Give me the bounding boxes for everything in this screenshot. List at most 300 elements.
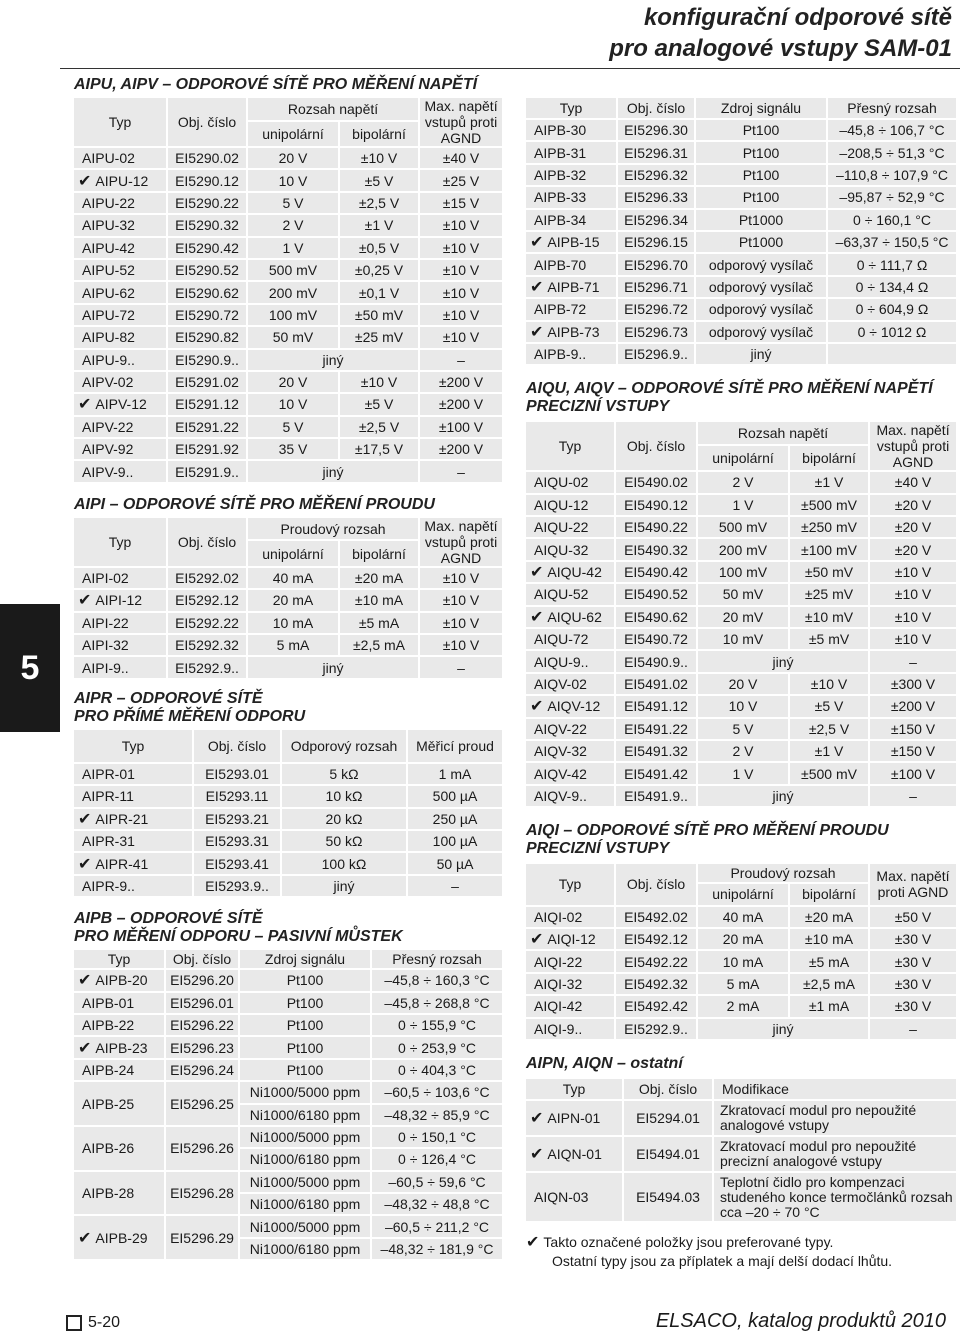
header-cell: Max. napětí vstupů proti AGND xyxy=(420,518,504,568)
table-cell: Pt100 xyxy=(696,187,828,209)
type-cell: AIQU-22 xyxy=(526,517,616,539)
table-cell: ±2,5 V xyxy=(790,719,870,741)
table-cell: Pt1000 xyxy=(696,232,828,254)
header-cell: Přesný rozsah xyxy=(372,950,504,970)
table-cell: ±2,5 mA xyxy=(790,974,870,996)
header-cell: bipolární xyxy=(340,122,420,148)
table-cell: jiný xyxy=(248,461,420,483)
table-cell: ±500 mV xyxy=(790,763,870,785)
table-cell: ±10 V xyxy=(420,215,504,237)
table-row xyxy=(526,719,958,741)
table-row xyxy=(74,439,504,461)
table-row xyxy=(526,629,958,651)
table-row xyxy=(74,568,504,590)
table-row xyxy=(526,1173,958,1223)
table-cell: Ni1000/5000 ppm xyxy=(240,1172,372,1194)
table-cell: EI5492.02 xyxy=(616,907,698,929)
table-cell: EI5296.20 xyxy=(166,970,240,992)
header-cell: Obj. číslo xyxy=(624,1079,714,1101)
table-row xyxy=(74,417,504,439)
check-icon xyxy=(78,811,95,827)
table-row xyxy=(526,651,958,673)
type-cell: AIPR-11 xyxy=(74,786,194,808)
type-cell: AIQU-52 xyxy=(526,584,616,606)
check-icon xyxy=(530,698,547,714)
table-cell: ±25 V xyxy=(420,170,504,192)
table-cell: EI5296.23 xyxy=(166,1037,240,1059)
table-cell: – xyxy=(420,350,504,372)
table-cell: Pt1000 xyxy=(696,210,828,232)
table-cell: 20 V xyxy=(248,148,340,170)
table-cell: ±30 V xyxy=(870,996,958,1018)
table-cell: EI5296.32 xyxy=(618,165,696,187)
type-cell: AIPU-42 xyxy=(74,238,168,260)
table-cell: jiný xyxy=(696,344,828,366)
header-cell: Obj. číslo xyxy=(168,98,248,148)
table-row xyxy=(74,657,504,679)
table-cell: EI5491.9.. xyxy=(616,786,698,808)
header-cell: unipolární xyxy=(698,446,790,472)
table-cell: ±2,5 V xyxy=(340,193,420,215)
table-cell: EI5490.72 xyxy=(616,629,698,651)
aiqi-heading: AIQI – ODPOROVÉ SÍTĚ PRO MĚŘENÍ PROUDU PRECIZNÍ VSTUPY xyxy=(526,822,889,858)
header-cell: Rozsah napětí xyxy=(248,98,420,122)
type-cell: AIPU-22 xyxy=(74,193,168,215)
type-cell: AIPB-72 xyxy=(526,299,618,321)
table-cell: – xyxy=(420,657,504,679)
table-cell: ±40 V xyxy=(420,148,504,170)
table-cell: EI5296.01 xyxy=(166,993,240,1015)
table-cell: 50 mV xyxy=(248,327,340,349)
type-cell: ✔ AIPR-21 xyxy=(74,809,194,831)
table-cell: EI5291.22 xyxy=(168,417,248,439)
header-cell: Zdroj signálu xyxy=(240,950,372,970)
table-cell: jiný xyxy=(248,350,420,372)
check-icon xyxy=(526,1234,543,1250)
type-cell: ✔ AIPB-71 xyxy=(526,277,618,299)
table-cell: EI5494.03 xyxy=(624,1173,714,1223)
table-cell: EI5491.42 xyxy=(616,763,698,785)
table-row xyxy=(74,809,504,831)
table-cell: ±20 mA xyxy=(340,568,420,590)
table-row xyxy=(526,539,958,561)
table-cell: ±10 mA xyxy=(340,590,420,612)
type-cell: AIPB-22 xyxy=(74,1015,166,1037)
table-cell: ±0,25 V xyxy=(340,260,420,282)
type-cell: AIQU-12 xyxy=(526,495,616,517)
table-cell: 20 mA xyxy=(698,929,790,951)
table-cell: EI5296.31 xyxy=(618,142,696,164)
table-row xyxy=(526,232,958,254)
table-cell: ±10 V xyxy=(870,584,958,606)
table-cell: 2 V xyxy=(698,741,790,763)
table-row xyxy=(526,1019,958,1041)
table-cell: EI5296.24 xyxy=(166,1060,240,1082)
check-icon xyxy=(78,1040,95,1056)
table-row xyxy=(74,1060,504,1082)
table-cell: 50 µA xyxy=(408,853,504,875)
table-cell: EI5491.32 xyxy=(616,741,698,763)
table-cell: ±2,5 mA xyxy=(340,635,420,657)
table-row xyxy=(74,461,504,483)
table-cell: ±40 V xyxy=(870,472,958,494)
header-row xyxy=(74,518,504,542)
check-icon xyxy=(530,1110,547,1126)
table-cell: 10 mA xyxy=(698,951,790,973)
header-cell: unipolární xyxy=(698,884,790,906)
table-row xyxy=(526,1101,958,1137)
table-row xyxy=(526,187,958,209)
table-cell: EI5293.11 xyxy=(194,786,282,808)
table-cell: ±100 V xyxy=(870,763,958,785)
table-cell: jiný xyxy=(698,1019,870,1041)
header-cell: Typ xyxy=(526,422,616,472)
type-cell: AIPI-32 xyxy=(74,635,168,657)
table-cell: 0 ÷ 126,4 °C xyxy=(372,1149,504,1171)
table-cell: Ni1000/5000 ppm xyxy=(240,1127,372,1149)
table-row xyxy=(526,120,958,142)
table-cell: EI5491.02 xyxy=(616,674,698,696)
table-cell: Pt100 xyxy=(240,993,372,1015)
type-cell: AIPU-02 xyxy=(74,148,168,170)
table-cell: ±10 V xyxy=(420,568,504,590)
table-cell: ±25 mV xyxy=(340,327,420,349)
table-cell: EI5290.22 xyxy=(168,193,248,215)
table-cell: jiný xyxy=(282,876,408,898)
table-cell: EI5291.12 xyxy=(168,394,248,416)
table-cell: 100 kΩ xyxy=(282,853,408,875)
aiqu-table xyxy=(526,422,958,808)
table-cell: 5 mA xyxy=(698,974,790,996)
table-cell: ±10 V xyxy=(870,607,958,629)
table-cell: –45,8 ÷ 160,3 °C xyxy=(372,970,504,992)
table-cell: EI5290.32 xyxy=(168,215,248,237)
table-cell: ±10 V xyxy=(870,629,958,651)
check-icon xyxy=(78,396,95,412)
table-cell: ±17,5 V xyxy=(340,439,420,461)
table-cell: EI5490.02 xyxy=(616,472,698,494)
type-cell: AIPB-34 xyxy=(526,210,618,232)
table-row xyxy=(526,607,958,629)
table-row xyxy=(74,1015,504,1037)
table-row xyxy=(74,394,504,416)
header-row xyxy=(526,98,958,120)
table-cell: ±1 V xyxy=(340,215,420,237)
table-cell: –45,8 ÷ 106,7 °C xyxy=(828,120,958,142)
table-cell: 250 µA xyxy=(408,809,504,831)
table-cell: ±5 V xyxy=(340,170,420,192)
table-cell: ±10 mA xyxy=(790,929,870,951)
table-cell: 20 mV xyxy=(698,607,790,629)
type-cell: AIPU-72 xyxy=(74,305,168,327)
table-row xyxy=(526,322,958,344)
table-row xyxy=(74,372,504,394)
type-cell: AIPV-9.. xyxy=(74,461,168,483)
table-cell: EI5290.52 xyxy=(168,260,248,282)
table-cell: EI5290.9.. xyxy=(168,350,248,372)
check-icon xyxy=(78,173,95,189)
table-cell: 5 V xyxy=(248,417,340,439)
table-cell: 40 mA xyxy=(698,907,790,929)
type-cell: AIPB-24 xyxy=(74,1060,166,1082)
type-cell: ✔ AIPN-01 xyxy=(526,1101,624,1137)
table-cell: 20 V xyxy=(698,674,790,696)
table-cell: 20 mA xyxy=(248,590,340,612)
table-cell: 1 V xyxy=(698,763,790,785)
check-icon xyxy=(530,609,547,625)
table-cell: ±50 mV xyxy=(790,562,870,584)
table-cell: ±50 V xyxy=(870,907,958,929)
header-cell: Typ xyxy=(526,864,616,906)
table-row xyxy=(526,495,958,517)
table-cell: ±10 V xyxy=(790,674,870,696)
table-cell: 0 ÷ 604,9 Ω xyxy=(828,299,958,321)
table-cell: ±5 V xyxy=(340,394,420,416)
table-cell: 200 mV xyxy=(248,282,340,304)
footer-brand: ELSACO, katalog produktů 2010 xyxy=(655,1310,946,1332)
table-cell: 10 mV xyxy=(698,629,790,651)
type-cell: AIPR-31 xyxy=(74,831,194,853)
type-cell: AIQI-22 xyxy=(526,951,616,973)
table-cell: ±2,5 V xyxy=(340,417,420,439)
table-cell: 35 V xyxy=(248,439,340,461)
table-cell: ±100 mV xyxy=(790,539,870,561)
table-row xyxy=(74,1037,504,1059)
header-cell: Obj. číslo xyxy=(616,422,698,472)
table-cell: Ni1000/6180 ppm xyxy=(240,1239,372,1261)
table-cell: EI5290.42 xyxy=(168,238,248,260)
type-cell: AIPB-01 xyxy=(74,993,166,1015)
type-cell: AIPU-62 xyxy=(74,282,168,304)
table-row xyxy=(74,260,504,282)
type-cell: AIPU-52 xyxy=(74,260,168,282)
table-cell: ±10 V xyxy=(420,260,504,282)
table-cell: ±1 mA xyxy=(790,996,870,1018)
table-row xyxy=(526,517,958,539)
table-cell: – xyxy=(870,786,958,808)
type-cell: AIPB-25 xyxy=(74,1082,166,1127)
type-cell: AIPB-9.. xyxy=(526,344,618,366)
table-cell: EI5492.32 xyxy=(616,974,698,996)
type-cell: AIPI-02 xyxy=(74,568,168,590)
type-cell: AIPV-92 xyxy=(74,439,168,461)
table-cell: 2 V xyxy=(698,472,790,494)
footer-page: 5-20 xyxy=(66,1314,120,1332)
header-cell: bipolární xyxy=(790,446,870,472)
header-cell: Typ xyxy=(74,518,168,568)
header-cell: Přesný rozsah xyxy=(828,98,958,120)
table-cell xyxy=(828,344,958,366)
table-cell: ±1 V xyxy=(790,472,870,494)
table-cell: odporový vysílač xyxy=(696,254,828,276)
type-cell: ✔ AIPB-73 xyxy=(526,322,618,344)
title-divider xyxy=(60,68,960,69)
table-cell: EI5291.92 xyxy=(168,439,248,461)
table-row xyxy=(74,853,504,875)
table-cell: EI5290.12 xyxy=(168,170,248,192)
table-cell: Teplotní čidlo pro kompenzaci studeného konce termočlánků rozsah cca –20 ÷ 70 °C xyxy=(714,1173,958,1223)
table-row xyxy=(74,193,504,215)
table-row xyxy=(74,1127,504,1149)
table-cell: EI5290.82 xyxy=(168,327,248,349)
table-row xyxy=(526,344,958,366)
table-cell: EI5293.9.. xyxy=(194,876,282,898)
table-cell: Ni1000/5000 ppm xyxy=(240,1082,372,1104)
table-cell: EI5292.12 xyxy=(168,590,248,612)
table-row xyxy=(526,763,958,785)
type-cell: ✔ AIQV-12 xyxy=(526,696,616,718)
table-cell: 20 V xyxy=(248,372,340,394)
type-cell: AIPR-9.. xyxy=(74,876,194,898)
header-cell: Odporový rozsah xyxy=(282,730,408,764)
check-icon xyxy=(78,856,95,872)
type-cell: AIQI-9.. xyxy=(526,1019,616,1041)
table-row xyxy=(526,786,958,808)
right-column xyxy=(526,98,958,1270)
table-cell: 10 kΩ xyxy=(282,786,408,808)
table-row xyxy=(526,1137,958,1173)
table-cell: –110,8 ÷ 107,9 °C xyxy=(828,165,958,187)
table-row xyxy=(526,951,958,973)
table-cell: 1 mA xyxy=(408,764,504,786)
header-cell: bipolární xyxy=(790,884,870,906)
table-cell: EI5490.52 xyxy=(616,584,698,606)
header-cell: bipolární xyxy=(340,541,420,567)
table-cell: 0 ÷ 150,1 °C xyxy=(372,1127,504,1149)
type-cell: AIPB-28 xyxy=(74,1172,166,1217)
table-cell: Ni1000/6180 ppm xyxy=(240,1105,372,1127)
header-cell: Modifikace xyxy=(714,1079,958,1101)
table-cell: EI5490.62 xyxy=(616,607,698,629)
table-cell: EI5291.9.. xyxy=(168,461,248,483)
table-cell: odporový vysílač xyxy=(696,277,828,299)
table-cell: 10 V xyxy=(248,394,340,416)
table-row xyxy=(526,142,958,164)
table-cell: EI5291.02 xyxy=(168,372,248,394)
table-cell: –60,5 ÷ 211,2 °C xyxy=(372,1216,504,1238)
table-cell: 0 ÷ 134,4 Ω xyxy=(828,277,958,299)
aiqi-table xyxy=(526,864,958,1041)
checkbox-square-icon xyxy=(66,1315,82,1331)
table-cell: EI5296.28 xyxy=(166,1172,240,1217)
table-cell: 0 ÷ 111,7 Ω xyxy=(828,254,958,276)
table-cell: EI5292.9.. xyxy=(168,657,248,679)
table-row xyxy=(74,1172,504,1194)
header-cell: Typ xyxy=(74,730,194,764)
table-row xyxy=(74,215,504,237)
table-row xyxy=(74,613,504,635)
header-cell: Max. napětí vstupů proti AGND xyxy=(870,422,958,472)
type-cell: ✔ AIPI-12 xyxy=(74,590,168,612)
page-title: konfigurační odporové sítě pro analogové vstupy SAM-01 xyxy=(609,4,952,62)
header-cell: unipolární xyxy=(248,541,340,567)
table-cell: 5 mA xyxy=(248,635,340,657)
type-cell: AIQU-9.. xyxy=(526,651,616,673)
table-cell: 2 mA xyxy=(698,996,790,1018)
type-cell: AIPV-02 xyxy=(74,372,168,394)
table-row xyxy=(526,210,958,232)
type-cell: AIPB-32 xyxy=(526,165,618,187)
table-cell: 1 V xyxy=(698,495,790,517)
table-cell: EI5296.30 xyxy=(618,120,696,142)
check-icon xyxy=(530,234,547,250)
aipn-table xyxy=(526,1079,958,1223)
type-cell: AIQU-02 xyxy=(526,472,616,494)
table-cell: EI5490.32 xyxy=(616,539,698,561)
table-cell: ±500 mV xyxy=(790,495,870,517)
table-cell: EI5492.42 xyxy=(616,996,698,1018)
aipb-heading: AIPB – ODPOROVÉ SÍTĚ PRO MĚŘENÍ ODPORU – PASIVNÍ MŮSTEK xyxy=(74,910,403,946)
aipn-heading: AIPN, AIQN – ostatní xyxy=(526,1054,683,1072)
table-cell: ±200 V xyxy=(420,372,504,394)
table-cell: Pt100 xyxy=(696,165,828,187)
table-cell: Pt100 xyxy=(240,1015,372,1037)
table-cell: EI5296.71 xyxy=(618,277,696,299)
type-cell: AIQV-9.. xyxy=(526,786,616,808)
table-cell: 50 kΩ xyxy=(282,831,408,853)
table-row xyxy=(74,1082,504,1104)
header-cell: Obj. číslo xyxy=(166,950,240,970)
table-row xyxy=(74,831,504,853)
table-cell: – xyxy=(408,876,504,898)
table-cell: –48,32 ÷ 181,9 °C xyxy=(372,1239,504,1261)
table-cell: 5 kΩ xyxy=(282,764,408,786)
type-cell: ✔ AIPV-12 xyxy=(74,394,168,416)
header-row xyxy=(526,1079,958,1101)
table-cell: EI5490.12 xyxy=(616,495,698,517)
type-cell: AIPU-82 xyxy=(74,327,168,349)
table-cell: EI5290.62 xyxy=(168,282,248,304)
type-cell: AIQV-22 xyxy=(526,719,616,741)
table-row xyxy=(74,170,504,192)
table-cell: 500 µA xyxy=(408,786,504,808)
table-cell: Pt100 xyxy=(240,1037,372,1059)
header-cell: Obj. číslo xyxy=(168,518,248,568)
table-cell: Ni1000/6180 ppm xyxy=(240,1194,372,1216)
table-cell: –208,5 ÷ 51,3 °C xyxy=(828,142,958,164)
table-cell: 0 ÷ 155,9 °C xyxy=(372,1015,504,1037)
type-cell: AIQI-32 xyxy=(526,974,616,996)
table-cell: EI5296.22 xyxy=(166,1015,240,1037)
table-row xyxy=(74,148,504,170)
table-cell: Pt100 xyxy=(696,120,828,142)
table-cell: 2 V xyxy=(248,215,340,237)
table-cell: EI5492.12 xyxy=(616,929,698,951)
type-cell: AIPI-22 xyxy=(74,613,168,635)
table-cell: EI5296.70 xyxy=(618,254,696,276)
table-row xyxy=(526,974,958,996)
type-cell: AIPB-33 xyxy=(526,187,618,209)
table-cell: –45,8 ÷ 268,8 °C xyxy=(372,993,504,1015)
table-cell: EI5296.72 xyxy=(618,299,696,321)
preferred-note: ✔ Takto označené položky jsou preferované typy. Ostatní typy jsou za příplatek a mají delší dodací lhůtu. xyxy=(526,1233,958,1270)
table-row xyxy=(526,277,958,299)
table-cell: ±30 V xyxy=(870,974,958,996)
type-cell: ✔ AIPB-29 xyxy=(74,1216,166,1261)
table-cell: jiný xyxy=(698,651,870,673)
table-cell: ±20 V xyxy=(870,539,958,561)
table-cell: Pt100 xyxy=(696,142,828,164)
table-cell: ±20 V xyxy=(870,517,958,539)
table-cell: EI5296.33 xyxy=(618,187,696,209)
table-cell: ±10 V xyxy=(420,635,504,657)
table-cell: ±20 V xyxy=(870,495,958,517)
header-row xyxy=(74,730,504,764)
check-icon xyxy=(530,564,547,580)
table-cell: ±0,5 V xyxy=(340,238,420,260)
table-cell: 50 mV xyxy=(698,584,790,606)
table-cell: 5 V xyxy=(698,719,790,741)
